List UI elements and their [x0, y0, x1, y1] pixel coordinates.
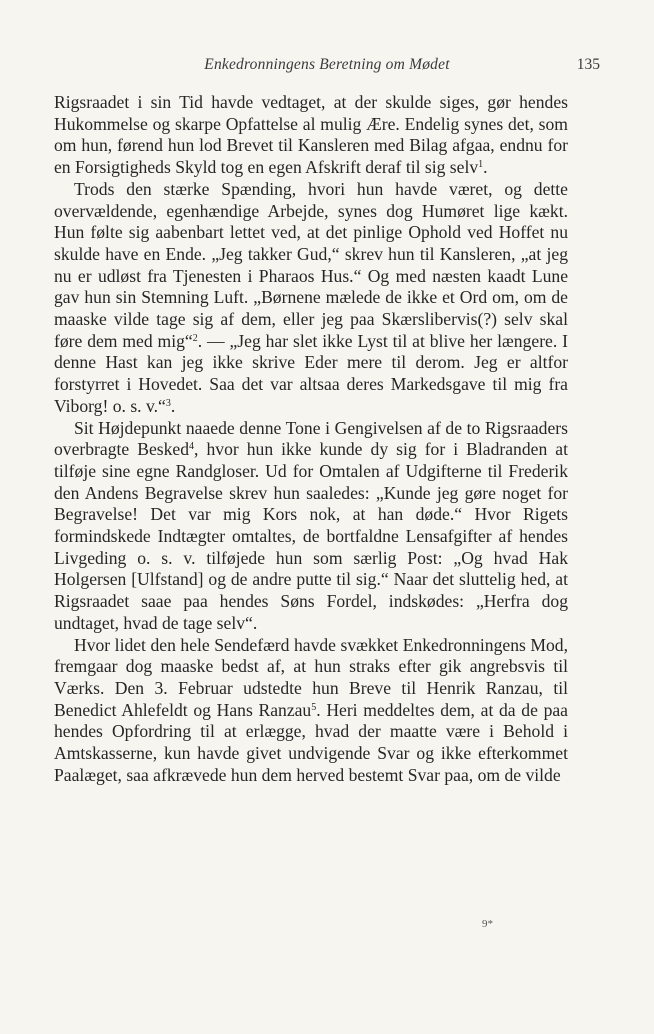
running-title: Enkedronningens Beretning om Mødet [204, 56, 450, 73]
paragraph-text: Sit Højdepunkt naaede denne Tone i Gengivelsen af de to Rigsraaders overbragte Besked [54, 417, 568, 460]
paragraph-3 [54, 418, 568, 635]
footnote-ref: 4 [189, 441, 195, 453]
paragraph-text: . [483, 157, 488, 178]
footnote-ref: 5 [311, 701, 317, 713]
footnote-ref: 3 [165, 397, 171, 409]
paragraph-text: , hvor hun ikke kunde dy sig for i Bladranden at tilføje sine egne Randgloser. Ud for Omtalen af Udgifterne til Frederik den Andens Begravelse skrev hun saaledes: „Kunde jeg gøre noget for Begravelse! Det var mig Kors nok, at han døde.“ Hvor Rigets formindskede Indtægter omtaltes, de bortfaldne Lensafgifter af hendes Livgeding o. s. v. tilføjede hun som særlig Post: „Og hvad Hak Holgersen [Ulfstand] og de andre putte til sig.“ Naar det sluttelig hed, at Rigsraadet saae paa hendes Søns Fordel, indskødes: „Herfra dog undtaget, hvad de tage selv“. [54, 439, 568, 633]
paragraph-1 [54, 92, 568, 179]
paragraph-text: . Heri meddeltes dem, at da de paa hendes Opfordring til at erlægge, hvad der maatte være i Behold i Amtskasserne, kun havde givet undvigende Svar og ikke efterkommet Paalæget, saa afkrævede hun dem herved bestemt Svar paa, om de vilde [54, 699, 568, 785]
paragraph-2 [54, 179, 568, 418]
footnote-ref: 1 [478, 159, 484, 171]
paragraph-text: Trods den stærke Spænding, hvori hun havde været, og dette overvældende, egenhændige Arbejde, synes dog Humøret lige kækt. Hun følte sig aabenbart lettet ved, at det pinlige Ophold ved Hoffet nu skulde have en Ende. „Jeg takker Gud,“ skrev hun til Kansleren, „at jeg nu er udløst fra Tjenesten i Pharaos Hus.“ Og med næsten kaadt Lune gav hun sin Stemning Luft. „Børnene mælede de ikke et Ord om, om de maaske vilde tage sig af dem, eller jeg paa Skærslibervis(?) selv skal føre dem med mig“ [54, 178, 568, 351]
paragraph-4 [54, 635, 568, 787]
paragraph-text: Rigsraadet i sin Tid havde vedtaget, at der skulde siges, gør hendes Hukommelse og skarpe Opfattelse al mulig Ære. Endelig synes det, som om hun, førend hun lod Brevet til Kansleren med Bilag afgaa, endnu for en Forsigtigheds Skyld tog en egen Afskrift deraf til sig selv [54, 92, 568, 178]
running-header [0, 56, 654, 80]
paragraph-text: Hvor lidet den hele Sendefærd havde svækket Enkedronningens Mod, fremgaar dog maaske bedst af, at hun straks efter gik angrebsvis til Værks. Den 3. Februar udstedte hun Breve til Henrik Ranzau, til Benedict Ahlefeldt og Hans Ranzau [54, 634, 568, 720]
paragraph-text: . — „Jeg har slet ikke Lyst til at blive her længere. I denne Hast kan jeg ikke skrive Eder mere til derom. Jeg er altfor forstyrret i Hovedet. Saa det var altsaa deres Markedsgave til mig fra Viborg! o. s. v.“ [54, 330, 568, 416]
signature-mark: 9* [482, 918, 493, 930]
page-number: 135 [576, 56, 600, 73]
page-body [54, 92, 568, 787]
footnote-ref: 2 [192, 332, 198, 344]
paragraph-text: . [170, 395, 176, 416]
